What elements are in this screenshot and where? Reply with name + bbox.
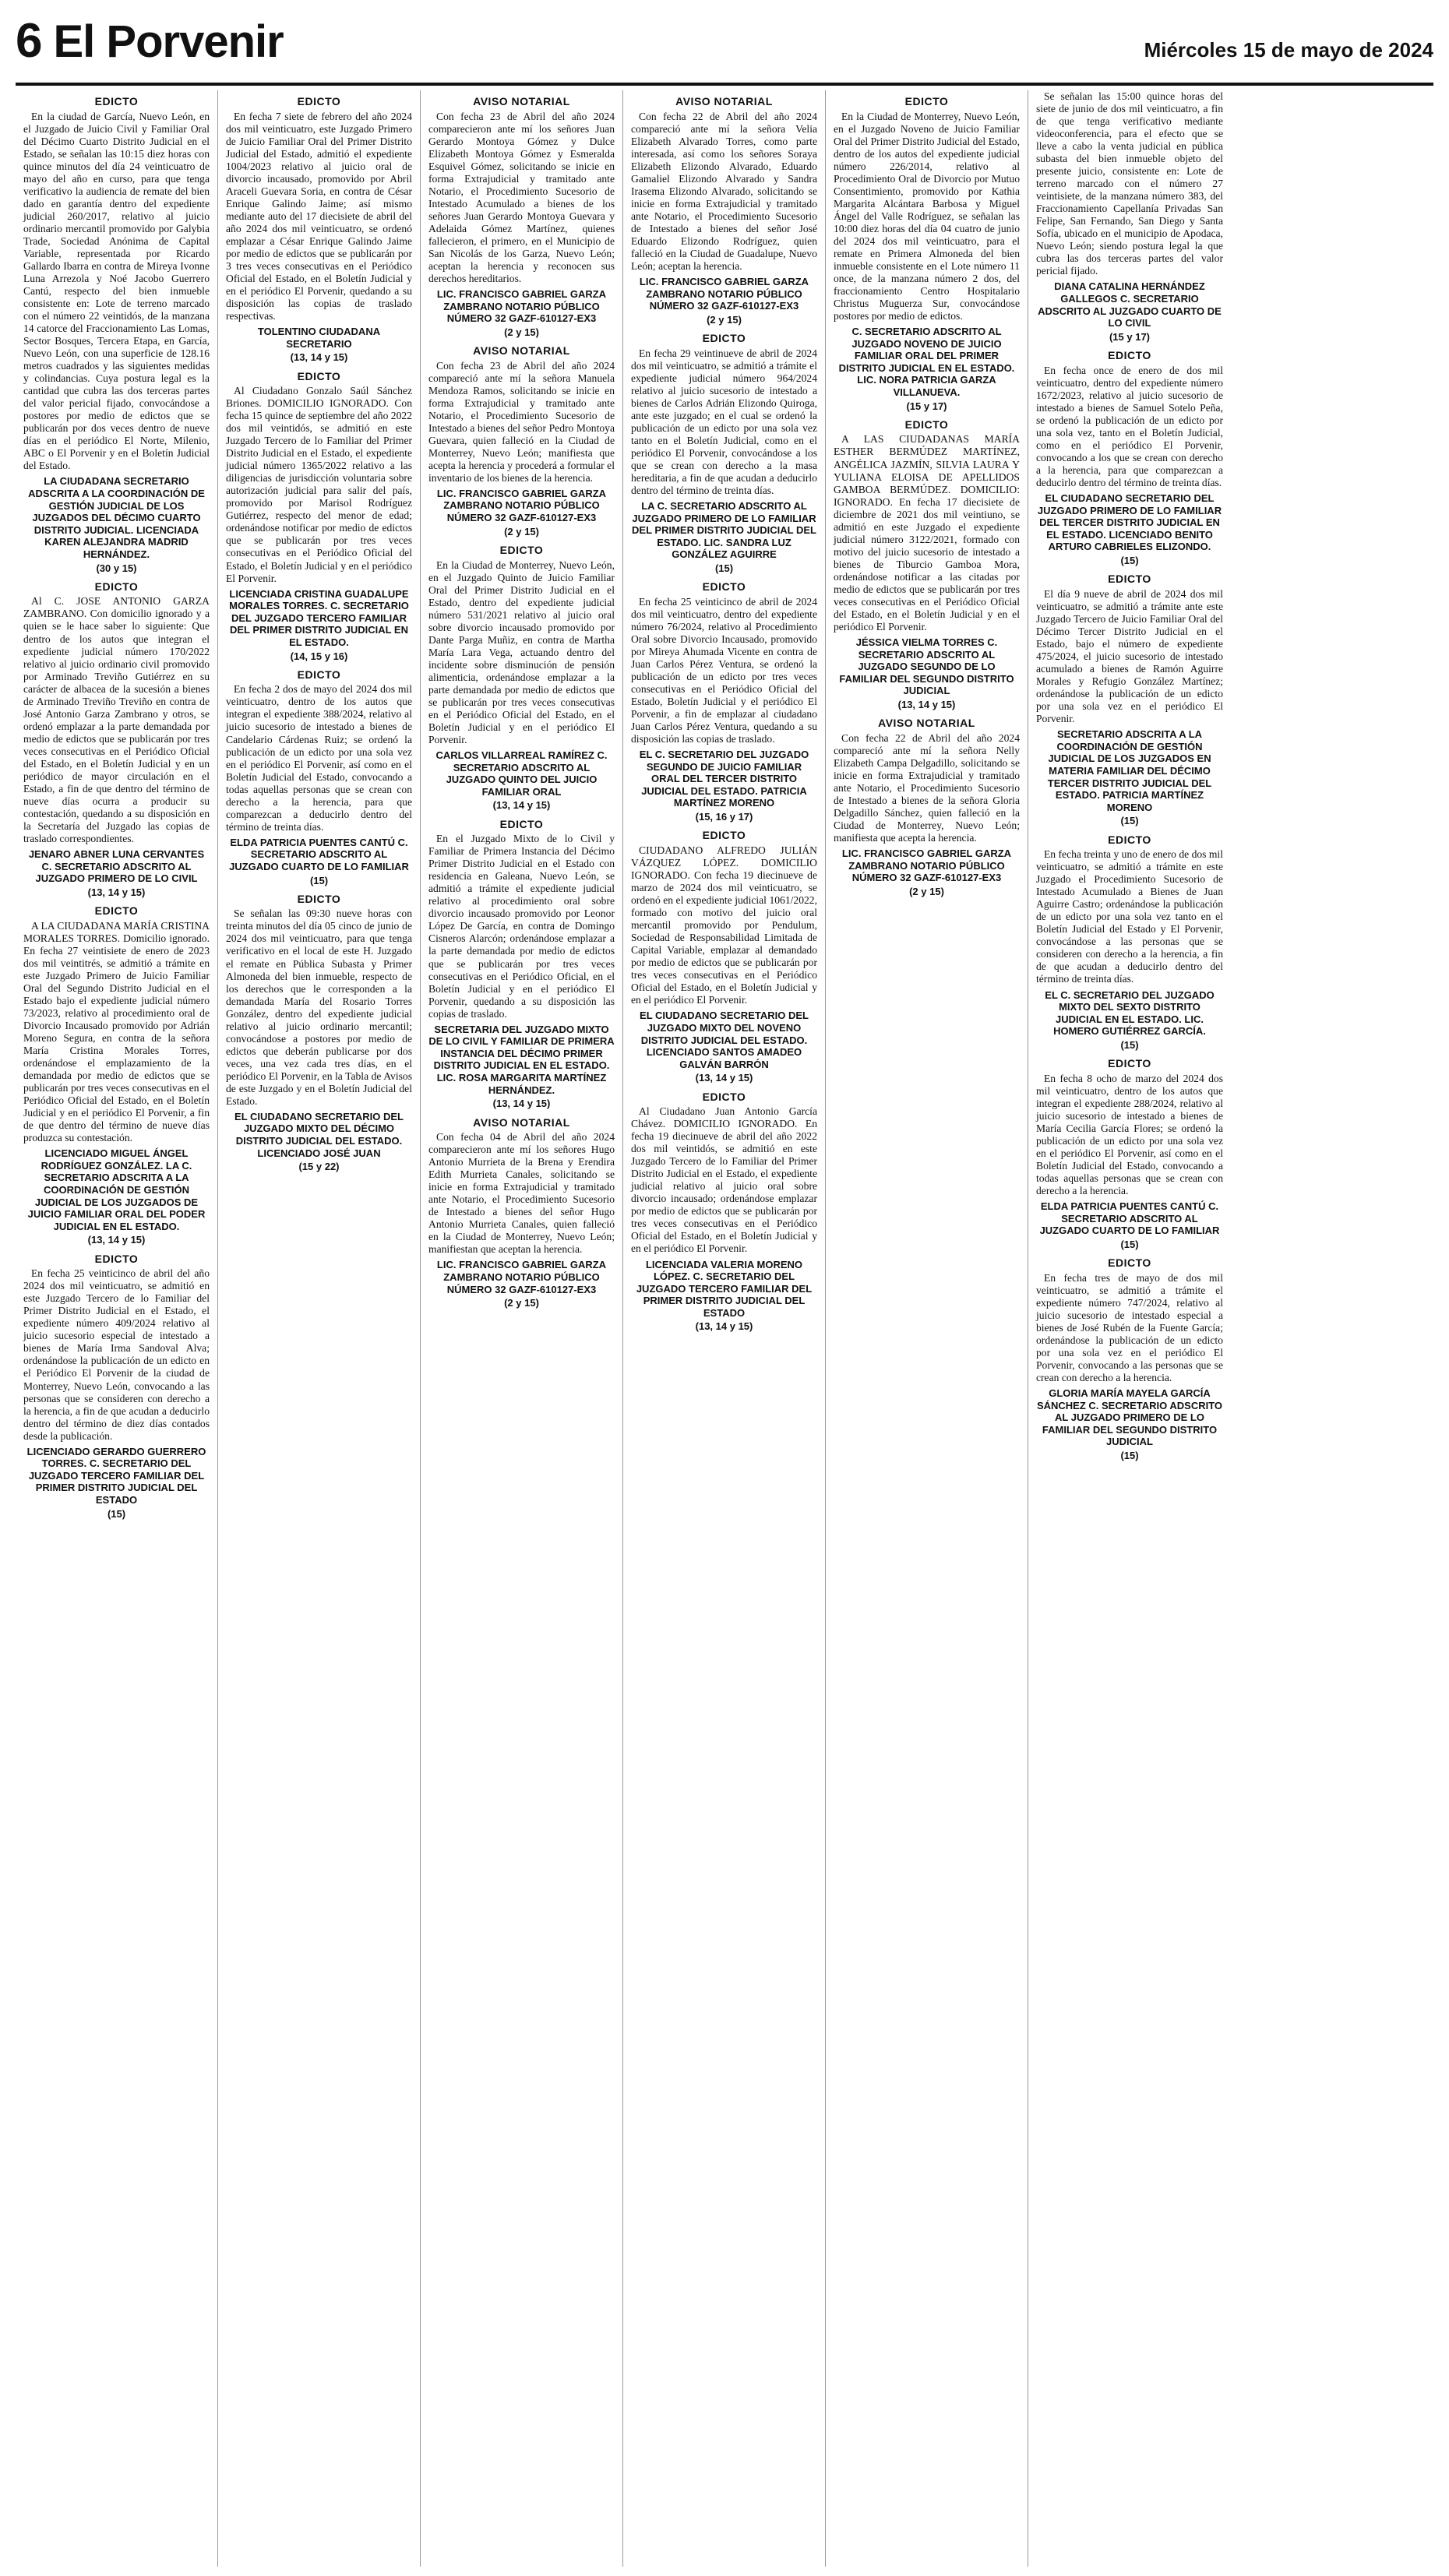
notice-body: En el Juzgado Mixto de lo Civil y Familiar de Primera Instancia del Décimo Primer Distrito Judicial en el Estado con residencia en Galeana, Nuevo León, se admitió a trámite el expediente judicial relativo al procedimiento oral sobre divorcio incausado promovido por Leonor López De García, en contra de Domingo Cisneros Alarcón; ordenándose emplazar a la parte demandada por medio de edictos que se publicarán por tres veces consecutivas en el Periódico Oficial, en el Boletín Judicial y en el periódico El Porvenir, quedando a su disposición las copias de traslado.: [428, 833, 615, 1020]
notice-body: En fecha once de enero de dos mil veinticuatro, dentro del expediente número 1672/2023, relativo al juicio sucesorio de intestado a bienes de Samuel Sotelo Peña, se ordenó la publicación de un edicto por una sola vez, tanto en el Boletín Judicial, como en el periódico El Porvenir, convocando a los que se crean con derecho a la herencia, para que comparezcan a deducirlo dentro del término de treinta días.: [1036, 364, 1223, 488]
publication-dates: (13, 14 y 15): [87, 1234, 146, 1246]
legal-notice: [1036, 833, 1223, 1052]
notice-signature: LICENCIADA CRISTINA GUADALUPE MORALES TORRES. C. SECRETARIO DEL JUZGADO TERCERO FAMILIAR DEL PRIMER DISTRITO JUDICIAL EN EL ESTADO.: [229, 587, 409, 648]
legal-notice: [1036, 90, 1223, 343]
publication-dates: (15): [309, 874, 329, 886]
legal-notice: [1036, 1256, 1223, 1461]
legal-notice: [226, 95, 412, 364]
notice-body: Con fecha 04 de Abril del año 2024 comparecieron ante mí los señores Hugo Antonio Murrieta de la Brena y Erendira Edith Murrieta Canales, solicitando se inicie en forma Extrajudicial y tramitado ante Notario, el Procedimiento Sucesorio de Intestado a bienes del señor Hugo Antonio Murrieta Canales, quien falleció en la Ciudad de Monterrey, Nuevo León; manifiestan que aceptan la herencia.: [428, 1131, 615, 1256]
publication-dates: (15): [1120, 1038, 1139, 1051]
notice-title: EDICTO: [94, 95, 139, 107]
notice-body: Al C. JOSE ANTONIO GARZA ZAMBRANO. Con domicilio ignorado y a quien se le hace saber lo siguiente: Que dentro de los autos que integran el expediente judicial número 170/2022 relativo al juicio ordinario civil promovido por Arminado Treviño Gutiérrez en su carácter de albacea de la sucesión a bienes de Arminado Treviño Treviño en contra de José Antonio Garza Zambrano y otros, se ordenó emplazar a la parte demandada por medio de edictos que se publicarán por tres veces consecutivas en el Periódico Oficial del Estado, en el Boletín Judicial y en un periódico de mayor circulación en el Estado, a fin de que dentro del término de nueve días ocurra a producir su contestación, quedando a su disposición en la Secretaría del Juzgado las copias de traslado correspondientes.: [23, 595, 210, 845]
notice-signature: LIC. FRANCISCO GABRIEL GARZA ZAMBRANO NOTARIO PÚBLICO NÚMERO 32 GAZF-610127-EX3: [436, 287, 607, 325]
notice-body: En fecha 29 veintinueve de abril de 2024 dos mil veinticuatro, se admitió a trámite el expediente judicial número 964/2024 relativo al juicio sucesorio de intestado a bienes de Carlos Adrián Elizondo Quiroga, ante este juzgado; en el cual se ordenó la publicación de un edicto por una sola vez tanto en el Boletín Judicial, como en el periódico El Porvenir, convocándose a los que se crean con derecho a la masa hereditaria, a fin de que acudan a deducirlo dentro del término de treinta días.: [631, 347, 817, 496]
notice-signature: LICENCIADA VALERIA MORENO LÓPEZ. C. SECRETARIO DEL JUZGADO TERCERO FAMILIAR DEL PRIMER DISTRITO JUDICIAL DEL ESTADO: [636, 1258, 813, 1319]
notice-signature: EL C. SECRETARIO DEL JUZGADO MIXTO DEL SEXTO DISTRITO JUDICIAL EN EL ESTADO. LIC. HOMERO GUTIÉRREZ GARCÍA.: [1045, 988, 1215, 1038]
legal-notice: [428, 544, 615, 812]
publication-dates: (13, 14 y 15): [695, 1320, 753, 1333]
publication-dates: (15 y 17): [1109, 330, 1151, 343]
notice-title: EDICTO: [297, 95, 341, 107]
notice-signature: EL CIUDADANO SECRETARIO DEL JUZGADO MIXTO DEL NOVENO DISTRITO JUDICIAL DEL ESTADO. LICENCIADO SANTOS AMADEO GALVÁN BARRÓN: [640, 1010, 809, 1070]
notice-title: EDICTO: [702, 1090, 746, 1103]
notice-body: En la Ciudad de Monterrey, Nuevo León, en el Juzgado Quinto de Juicio Familiar Oral del Primer Distrito Judicial en el Estado, dentro del expediente judicial número 531/2021 relativo al juicio oral sobre divorcio incausado promovido por Dante Parga Muñiz, en contra de Martha María Lara Vega, actuando dentro del incidente sobre disminución de pensión alimenticia, ordenándose emplazar a la parte demandada por medio de edictos que se publicarán por tres veces consecutivas en el Periódico Oficial del Estado, en el Boletín Judicial y en el periódico El Porvenir.: [428, 559, 615, 745]
notice-signature: SECRETARIA DEL JUZGADO MIXTO DE LO CIVIL Y FAMILIAR DE PRIMERA INSTANCIA DEL DÉCIMO PRIMER DISTRITO JUDICIAL EN EL ESTADO. LIC. ROSA MARGARITA MARTÍNEZ HERNÁNDEZ.: [428, 1023, 615, 1096]
notice-signature: EL C. SECRETARIO DEL JUZGADO SEGUNDO DE JUICIO FAMILIAR ORAL DEL TERCER DISTRITO JUDICIAL DEL ESTADO. PATRICIA MARTÍNEZ MORENO: [639, 749, 809, 809]
legal-notice: [428, 95, 615, 338]
legal-notice: [226, 668, 412, 886]
legal-notice: [631, 580, 817, 823]
notice-title: AVISO NOTARIAL: [878, 717, 975, 730]
notice-signature: JÉSSICA VIELMA TORRES C. SECRETARIO ADSCRITO AL JUZGADO SEGUNDO DE LO FAMILIAR DEL SEGUNDO DISTRITO JUDICIAL: [839, 636, 1014, 697]
column-3: [421, 90, 623, 2567]
publication-dates: (2 y 15): [909, 885, 944, 897]
publication-dates: (15): [1120, 815, 1139, 827]
notice-signature: LICENCIADO GERARDO GUERRERO TORRES. C. SECRETARIO DEL JUZGADO TERCERO FAMILIAR DEL PRIMER DISTRITO JUDICIAL DEL ESTADO: [26, 1445, 206, 1506]
notice-signature: EL CIUDADANO SECRETARIO DEL JUZGADO PRIMERO DE LO FAMILIAR DEL TERCER DISTRITO JUDICIAL EN EL ESTADO. LICENCIADO BENITO ARTURO CABRIELES ELIZONDO.: [1037, 492, 1222, 553]
notice-body: Con fecha 23 de Abril del año 2024 compareció ante mí la señora Manuela Mendoza Ramos, solicitando se inicie en forma Extrajudicial y tramitado ante Notario, el Procedimiento Sucesorio de Intestado a bienes del señor Pedro Montoya Guevara, quien falleció en la Ciudad de Monterrey, Nuevo León; manifiesta que acepta la herencia y procederá a formular el inventario de los bienes de la herencia.: [428, 359, 615, 484]
publication-dates: (14, 15 y 16): [290, 650, 348, 662]
notice-title: EDICTO: [297, 668, 341, 681]
notice-title: EDICTO: [1108, 573, 1151, 586]
legal-notice: [834, 717, 1020, 897]
notice-title: EDICTO: [702, 332, 746, 345]
notice-body: CIUDADANO ALFREDO JULIÁN VÁZQUEZ LÓPEZ. DOMICILIO IGNORADO. Con fecha 19 diecinueve de marzo de 2024 dos mil veinticuatro, se ordenó en el expediente judicial 1061/2022, formado con motivo del juicio oral mercantil promovido por Pendulum, Sociedad de Responsabilidad Limitada de Capital Variable, emplazar al demandado por medio de edictos que se publicarán por tres veces consecutivas en el Periódico Oficial del Estado, en el Boletín Judicial y en el periódico El Porvenir.: [631, 844, 817, 1006]
notice-title: AVISO NOTARIAL: [473, 344, 570, 358]
notice-signature: SECRETARIO ADSCRITA A LA COORDINACIÓN DE GESTIÓN JUDICIAL DE LOS JUZGADOS EN MATERIA FAMILIAR DEL DÉCIMO TERCER DISTRITO JUDICIAL DEL ESTADO. PATRICIA MARTÍNEZ MORENO: [1047, 728, 1212, 813]
notice-signature: LICENCIADO MIGUEL ÁNGEL RODRÍGUEZ GONZÁLEZ. LA C. SECRETARIO ADSCRITA A LA COORDINACIÓN DE GESTIÓN JUDICIAL DE LOS JUZGADOS DE JUICIO FAMILIAR ORAL DEL PODER JUDICIAL EN EL ESTADO.: [27, 1147, 206, 1232]
column-5: [826, 90, 1028, 2567]
brand: [16, 14, 284, 68]
legal-notice: [1036, 573, 1223, 826]
notice-title: EDICTO: [499, 544, 544, 556]
publication-dates: (13, 14 y 15): [492, 799, 551, 812]
notice-body: Al Ciudadano Juan Antonio García Chávez. DOMICILIO IGNORADO. En fecha 19 diecinueve de abril del año 2022 dos mil veintidós, se admitió en este Juzgado Tercero de lo Familiar del Primer Distrito Judicial en el Estado, el expediente judicial relativo al juicio oral sobre divorcio incausado; ordenándose emplazar por medio de edictos que se publicarán por tres veces consecutivas en el Periódico Oficial del Estado, en el Boletín Judicial y en el periódico El Porvenir.: [631, 1105, 817, 1255]
notice-signature: JENARO ABNER LUNA CERVANTES C. SECRETARIO ADSCRITO AL JUZGADO PRIMERO DE LO CIVIL: [28, 848, 205, 885]
notice-signature: LIC. FRANCISCO GABRIEL GARZA ZAMBRANO NOTARIO PÚBLICO NÚMERO 32 GAZF-610127-EX3: [436, 1259, 607, 1295]
notice-signature: ELDA PATRICIA PUENTES CANTÚ C. SECRETARIO ADSCRITO AL JUZGADO CUARTO DE LO FAMILIAR: [1039, 1200, 1220, 1237]
column-2: [218, 90, 421, 2567]
notice-body: En fecha treinta y uno de enero de dos mil veinticuatro, se admitió a trámite en este Juzgado el Procedimiento Sucesorio de Intestado Acumulado a Bienes de Juan Aguirre Castro; ordenándose la publicación de un edicto por una sola vez tanto en el Boletín Judicial del Estado y El Porvenir, convocándose a las personas que se consideren con derecho a la herencia, a fin de que acudan a deducirlo dentro del término de treinta días.: [1036, 848, 1223, 985]
column-6: [1028, 90, 1231, 2567]
notice-body: Se señalan las 15:00 quince horas del siete de junio de dos mil veinticuatro, a fin de que tenga verificativo mediante videoconferencia, para el efecto que se lleve a cabo la venta judicial en pública subasta del bien inmueble objeto del presente juicio, consistente en: Lote de terreno marcado con el número 27 veintisiete, de la manzana número 383, del Fraccionamiento Capellanía Privadas San Felipe, San Fernando, San Diego y Santa Sofía, ubicado en el municipio de Apodaca, Nuevo León; siendo postura legal la que cubra las dos terceras partes del valor pericial fijado.: [1036, 90, 1223, 277]
notice-signature: EL CIUDADANO SECRETARIO DEL JUZGADO MIXTO DEL DÉCIMO DISTRITO JUDICIAL DEL ESTADO. LICENCIADO JOSÉ JUAN: [234, 1110, 404, 1159]
masthead: [16, 0, 1433, 86]
legal-notice: [23, 95, 210, 574]
notice-body: En fecha 8 ocho de marzo del 2024 dos mil veinticuatro, dentro de los autos que integran el expediente 288/2024, relativo al juicio sucesorio de intestado a bienes de María Cecilia García Flores; se ordenó la publicación de un edicto por una sola vez en el periódico El Porvenir, así como en el Boletín Judicial del Estado, convocando a todas aquellas personas que se crean con derecho a la herencia.: [1036, 1072, 1223, 1196]
publication-dates: (15 y 22): [298, 1161, 340, 1173]
notice-body: En fecha 7 siete de febrero del año 2024 dos mil veinticuatro, este Juzgado Primero de Juicio Familiar Oral del Primer Distrito Judicial del Estado, admitió el expediente 1004/2023 relativo al juicio oral de divorcio incausado, promovido por Abril Araceli Guevara Soria, en contra de César Enrique Galindo Jaime; así mismo mediante auto del 17 diecisiete de abril del año 2024 dos mil veinticuatro, se ordenó emplazar a César Enrique Galindo Jaime por medio de edictos que se publicarán por 3 tres veces consecutivas en el Periódico Oficial del Estado, en el Boletín Judicial y en el periódico El Porvenir, quedando a su disposición las copias de traslado respectivas.: [226, 110, 412, 322]
notice-signature: LIC. FRANCISCO GABRIEL GARZA ZAMBRANO NOTARIO PÚBLICO NÚMERO 32 GAZF-610127-EX3: [639, 275, 809, 312]
publication-dates: (15): [107, 1507, 126, 1520]
publication-dates: (30 y 15): [96, 562, 137, 574]
notice-title: EDICTO: [1108, 349, 1151, 362]
publication-dates: (13, 14 y 15): [492, 1098, 551, 1110]
issue-date: Miércoles 15 de mayo de 2024: [1144, 37, 1433, 62]
notice-body: En fecha 25 veinticinco de abril de 2024 dos mil veinticuatro, dentro del expediente número 76/2024, relativo al Procedimiento Oral sobre Divorcio Incausado, promovido por Mireya Ahumada Vicente en contra de Juan Carlos Pérez Ventura, se ordenó la publicación de un edicto por tres veces consecutivas en el Periódico Oficial del Estado, Boletín Judicial y el periódico El Porvenir, a fin de emplazar al ciudadano Juan Carlos Pérez Ventura, quedando a su disposición las copias de traslado.: [631, 595, 817, 745]
newspaper-name: El Porvenir: [53, 16, 284, 67]
publication-dates: (15): [714, 562, 734, 574]
notice-body: A LA CIUDADANA MARÍA CRISTINA MORALES TORRES. Domicilio ignorado. En fecha 27 veintisiete de enero de 2023 dos mil veintitrés, se admitió a trámite en este Juzgado Primero de Juicio Familiar Oral del Segundo Distrito Judicial en el Estado bajo el expediente judicial número 73/2023, relativo al procedimiento oral de Divorcio Incausado promovido por Adrián Moreno Segura, en contra de la señora María Cristina Morales Torres, ordenándose el emplazamiento de la demandada por medio de edictos que se publicarán por tres veces consecutivas en el Periódico Oficial del Estado, en el Boletín Judicial y en el periódico El Porvenir, a fin de que dentro del término de nueve días produzca su contestación.: [23, 919, 210, 1144]
notice-title: EDICTO: [702, 580, 746, 594]
legal-notice: [1036, 1057, 1223, 1250]
notice-title: EDICTO: [94, 580, 139, 593]
notice-title: EDICTO: [297, 369, 341, 382]
notice-title: EDICTO: [904, 418, 949, 431]
notice-title: EDICTO: [1108, 1057, 1151, 1070]
legal-notice: [631, 332, 817, 574]
notice-title: AVISO NOTARIAL: [473, 1115, 570, 1129]
publication-dates: (15, 16 y 17): [695, 811, 753, 823]
notice-signature: LA C. SECRETARIO ADSCRITO AL JUZGADO PRIMERO DE LO FAMILIAR DEL PRIMER DISTRITO JUDICIAL DEL ESTADO. LIC. SANDRA LUZ GONZÁLEZ AGUIRRE: [632, 499, 816, 561]
publication-dates: (2 y 15): [504, 1297, 539, 1309]
publication-dates: (2 y 15): [707, 313, 742, 326]
notice-signature: GLORIA MARÍA MAYELA GARCÍA SÁNCHEZ C. SECRETARIO ADSCRITO AL JUZGADO PRIMERO DE LO FAMILIAR DEL SEGUNDO DISTRITO JUDICIAL: [1036, 1387, 1223, 1448]
notice-columns: [16, 90, 1433, 2567]
notice-body: Con fecha 23 de Abril del año 2024 comparecieron ante mí los señores Juan Gerardo Montoya Gómez y Dulce Elizabeth Montoya Gómez y Esmeralda Esquivel Gómez, solicitando se inicie en forma Extrajudicial y tramitado ante Notario, el Procedimiento Sucesorio de Intestado Acumulado a bienes de los señores Juan Gerardo Montoya Guevara y Adelaida Gómez Martínez, quienes fallecieron, el primero, en el Municipio de San Nicolás de los Garza, Nuevo León; aceptan la herencia y reconocen sus derechos hereditarios.: [428, 110, 615, 284]
notice-title: EDICTO: [499, 817, 544, 830]
publication-dates: (15): [1120, 554, 1139, 566]
notice-body: Al Ciudadano Gonzalo Saúl Sánchez Briones. DOMICILIO IGNORADO. Con fecha 15 quince de septiembre del año 2022 dos mil veintidós, se admitió en este Juzgado Tercero de lo Familiar del Primer Distrito Judicial en el Estado, el expediente judicial número 1365/2022 relativo a las diligencias de jurisdicción voluntaria sobre autorización judicial para salir del país, promovido por Marisol Rodríguez Gutiérrez, respecto del menor de edad; ordenándose notificar por medio de edictos que se publicarán por tres veces consecutivas en el Periódico Oficial del Estado, el Boletín Judicial y en el periódico El Porvenir.: [226, 385, 412, 584]
notice-signature: DIANA CATALINA HERNÁNDEZ GALLEGOS C. SECRETARIO ADSCRITO AL JUZGADO CUARTO DE LO CIVIL: [1038, 280, 1222, 329]
legal-notice: [834, 418, 1020, 710]
publication-dates: (15): [1120, 1449, 1139, 1461]
legal-notice: [631, 829, 817, 1084]
notice-body: En fecha 2 dos de mayo del 2024 dos mil veinticuatro, dentro de los autos que integran el expediente 388/2024, relativo al juicio sucesorio de intestado a bienes de Candelario Cárdenas Ruiz; se ordenó la publicación de un edicto por una sola vez en el periódico El Porvenir, así como en el Boletín Judicial del Estado, convocando a todas aquellas personas que se crean con derecho a la herencia, para que comparezcan a deducirlo dentro del término de treinta días.: [226, 683, 412, 833]
legal-notice: [226, 893, 412, 1173]
notice-body: En la Ciudad de Monterrey, Nuevo León, en el Juzgado Noveno de Juicio Familiar Oral del Primer Distrito Judicial del Estado, dentro de los autos del expediente judicial número 226/2014, relativo al Procedimiento Oral de Divorcio por Mutuo Consentimiento, promovido por Kathia Margarita Alcántara Barbosa y Miguel Ángel del Valle Rodríguez, se señalan las 10:00 diez horas del día 04 cuatro de junio del 2024 dos mil veinticuatro, para el remate en Primera Almoneda del bien inmueble consistente en el Lote número 11 once, de la manzana número 2 dos, del fraccionamiento Centro Hospitalario Christus Muguerza Sur, convocándose postores por medio de edictos.: [834, 110, 1020, 322]
notice-title: AVISO NOTARIAL: [675, 95, 773, 107]
legal-notice: [428, 1116, 615, 1309]
legal-notice: [23, 1253, 210, 1520]
legal-notice: [23, 904, 210, 1246]
notice-signature: C. SECRETARIO ADSCRITO AL JUZGADO NOVENO DE JUICIO FAMILIAR ORAL DEL PRIMER DISTRITO JUDICIAL EN EL ESTADO. LIC. NORA PATRICIA GARZA VILLANUEVA.: [838, 326, 1015, 399]
notice-body: Con fecha 22 de Abril del año 2024 compareció ante mí la señora Nelly Elizabeth Campa Delgadillo, solicitando se inicie en forma Extrajudicial y tramitado ante Notario, el Procedimiento Sucesorio de Intestado a bienes de la señora Gloria Delgadillo Sánchez, quien falleció en la Ciudad de Monterrey, Nuevo León; manifiesta que acepta la herencia.: [834, 731, 1020, 844]
publication-dates: (13, 14 y 15): [897, 698, 956, 710]
notice-signature: CARLOS VILLARREAL RAMÍREZ C. SECRETARIO ADSCRITO AL JUZGADO QUINTO DEL JUICIO FAMILIAR ORAL: [435, 749, 608, 798]
publication-dates: (13, 14 y 15): [87, 886, 146, 898]
legal-notice: [23, 580, 210, 898]
legal-notice: [226, 370, 412, 662]
publication-dates: (2 y 15): [504, 525, 539, 537]
legal-notice: [428, 818, 615, 1110]
legal-notice: [631, 1091, 817, 1333]
legal-notice: [834, 95, 1020, 412]
publication-dates: (15 y 17): [906, 400, 947, 412]
publication-dates: (13, 14 y 15): [695, 1072, 753, 1084]
column-4: [623, 90, 826, 2567]
notice-signature: LIC. FRANCISCO GABRIEL GARZA ZAMBRANO NOTARIO PÚBLICO NÚMERO 32 GAZF-610127-EX3: [841, 848, 1012, 884]
notice-signature: ELDA PATRICIA PUENTES CANTÚ C. SECRETARIO ADSCRITO AL JUZGADO CUARTO DE LO FAMILIAR: [229, 836, 409, 872]
column-1: [16, 90, 218, 2567]
notice-signature: TOLENTINO CIUDADANA SECRETARIO: [257, 326, 381, 350]
notice-title: EDICTO: [94, 904, 139, 918]
publication-dates: (2 y 15): [504, 326, 539, 338]
notice-signature: LA CIUDADANA SECRETARIO ADSCRITA A LA COORDINACIÓN DE GESTIÓN JUDICIAL DE LOS JUZGADOS DEL DÉCIMO CUARTO DISTRITO JUDICIAL. LICENCIADA KAREN ALEJANDRA MADRID HERNÁNDEZ.: [28, 475, 205, 560]
page-number: 6: [16, 14, 43, 68]
notice-title: EDICTO: [1108, 833, 1151, 846]
notice-title: AVISO NOTARIAL: [473, 95, 570, 107]
notice-title: EDICTO: [904, 95, 949, 107]
publication-dates: (13, 14 y 15): [290, 351, 348, 364]
notice-body: Con fecha 22 de Abril del año 2024 compareció ante mí la señora Velia Elizabeth Alvarado Torres, como parte interesada, así como los señores Soraya Elizabeth Elizondo Alvarado, Eduardo Gamaliel Elizondo Alvarado y Sandra Irasema Elizondo Alvarado, solicitando se inicie en forma Extrajudicial y tramitado ante Notario, el Procedimiento Sucesorio de Intestado a bienes del señor José Eduardo Elizondo Rodríguez, quien falleció en la Ciudad de Guadalupe, Nuevo León; aceptan la herencia.: [631, 110, 817, 272]
notice-body: En la ciudad de García, Nuevo León, en el Juzgado de Juicio Civil y Familiar Oral del Décimo Cuarto Distrito Judicial en el Estado, se señalan las 10:15 diez horas con quince minutos del día 24 veinticuatro de mayo del año en curso, para que tenga verificativo la audiencia de remate del bien dado en garantía dentro del expediente judicial 260/2017, relativo al juicio ordinario mercantil promovido por Galybia Trade, Sociedad Anónima de Capital Variable, representada por Ricardo Gallardo Ibarra en contra de Mireya Ivonne Luna Arrezola y Noé Jacobo Guerrero Cantú, respecto del bien inmueble consistente en: Lote de terreno marcado con el número 22 veintidós, de la manzana 14 catorce del Fraccionamiento Las Lomas, Sector Bosques, Tercera Etapa, en García, Nuevo León, con una superficie de 128.16 metros cuadrados y las siguientes medidas y colindancias. Cuya postura legal es la cantidad que cubra las dos terceras partes del valor pericial fijado, convocándose a postores por medio de edictos que se publicarán por dos veces dentro de nueve días en el periódico El Norte, Milenio, ABC o El Porvenir y en el Boletín Judicial del Estado.: [23, 110, 210, 472]
publication-dates: (15): [1120, 1238, 1139, 1250]
legal-notice: [1036, 349, 1223, 566]
notice-signature: LIC. FRANCISCO GABRIEL GARZA ZAMBRANO NOTARIO PÚBLICO NÚMERO 32 GAZF-610127-EX3: [436, 487, 607, 524]
legal-notice: [631, 95, 817, 326]
legal-notice: [428, 344, 615, 537]
notice-body: En fecha 25 veinticinco de abril del año 2024 dos mil veinticuatro, se admitió en este Juzgado Tercero de lo Familiar del Primer Distrito Judicial en el Estado, el expediente número 409/2024 relativo al juicio sucesorio especial de intestado a bienes de María Irma Sandoval Alva; ordenándose la publicación de un edicto en el Periódico El Porvenir de la ciudad de Monterrey, Nuevo León, convocando a las personas que se consideren con derecho a la herencia, a fin de que acudan a deducirlo dentro del término de diez días contados desde la publicación.: [23, 1267, 210, 1442]
notice-title: EDICTO: [94, 1252, 139, 1265]
notice-body: Se señalan las 09:30 nueve horas con treinta minutos del día 05 cinco de junio de 2024 dos mil veinticuatro, para que tenga verificativo en el local de este H. Juzgado el remate en Pública Subasta y Primer Almoneda del bien inmueble, respecto de los derechos que le corresponden a la demandada María del Rosario Torres González, dentro del expediente judicial relativo al juicio ordinario mercantil; convocándose a postores por medio de edictos que deberán publicarse por dos veces, una vez cada tres días, en el periódico El Porvenir, en la Tabla de Avisos de este Juzgado y en el Boletín Judicial del Estado.: [226, 907, 412, 1107]
notice-body: En fecha tres de mayo de dos mil veinticuatro, se admitió a trámite el expediente número 747/2024, relativo al juicio sucesorio de intestado especial a bienes de José Rubén de la Fuente García; ordenándose la publicación de un edicto por una sola vez en el periódico El Porvenir, convocando a las personas que se crean con derecho a la herencia.: [1036, 1271, 1223, 1383]
notice-title: EDICTO: [297, 892, 341, 905]
notice-body: A LAS CIUDADANAS MARÍA ESTHER BERMÚDEZ MARTÍNEZ, ANGÉLICA JAZMÍN, SILVIA LAURA Y YULIANA ELOISA DE APELLIDOS GAMBOA BERMÚDEZ. DOMICILIO: IGNORADO. En fecha 17 diecisiete de diciembre de 2021 dos mil veintiuno, se admitió en este Juzgado el expediente judicial número 3122/2021, formado con motivo del juicio sucesorio de intestado a bienes de Tiburcio Gamboa Mora, ordenándose notificar a las citadas por medio de edictos que se publicarán por tres veces consecutivas en el Periódico Oficial del Estado, en el Boletín Judicial y en el periódico El Porvenir.: [834, 433, 1020, 633]
notice-title: EDICTO: [702, 829, 746, 842]
notice-body: El día 9 nueve de abril de 2024 dos mil veinticuatro, se admitió a trámite ante este Juzgado Tercero de Juicio Familiar Oral del Décimo Tercer Distrito Judicial en el Estado, bajo el número de expediente 475/2024, el juicio sucesorio de intestado acumulado a bienes de Ramón Aguirre Morales y Refugio González Martínez; ordenándose la publicación de un edicto por una sola vez en el periódico El Porvenir.: [1036, 587, 1223, 725]
notice-title: EDICTO: [1108, 1256, 1151, 1270]
